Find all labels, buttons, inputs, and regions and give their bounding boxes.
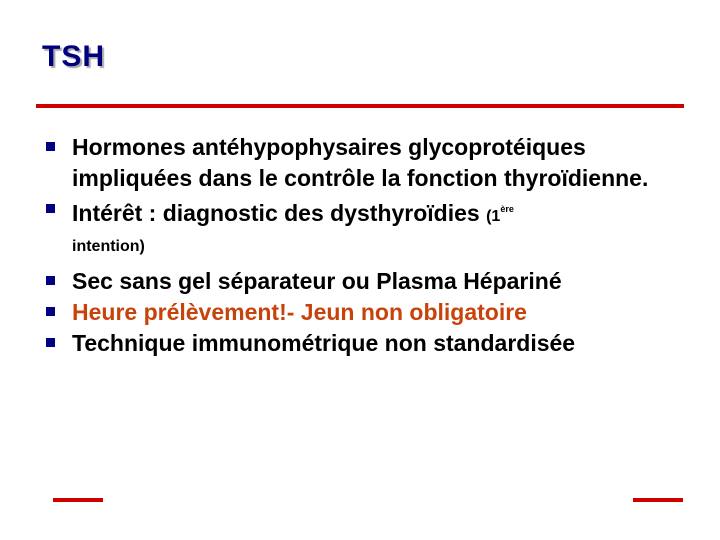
square-bullet-icon bbox=[46, 276, 55, 285]
bullet-item-highlight bbox=[46, 297, 696, 328]
footer-rule-left bbox=[53, 498, 103, 502]
square-bullet-icon bbox=[46, 338, 55, 347]
slide-title: TSH bbox=[42, 40, 105, 73]
square-bullet-icon bbox=[46, 142, 55, 151]
bullet-small-text: (1 bbox=[486, 208, 501, 225]
bullet-superscript: ère bbox=[500, 204, 514, 214]
bullet-item bbox=[46, 132, 696, 194]
bullet-item bbox=[46, 328, 696, 359]
bullet-text: Heure prélèvement!- Jeun non obligatoire bbox=[72, 299, 527, 325]
bullet-text: Intérêt : diagnostic des dysthyroïdies bbox=[72, 200, 487, 226]
title-underline bbox=[36, 104, 684, 108]
square-bullet-icon bbox=[46, 307, 55, 316]
bullet-text: Technique immunométrique non standardisée bbox=[72, 330, 576, 356]
footer-rule-right bbox=[633, 498, 683, 502]
bullet-continuation: intention) bbox=[72, 238, 145, 255]
square-bullet-icon bbox=[46, 204, 55, 213]
bullet-list bbox=[46, 132, 696, 359]
bullet-item bbox=[46, 266, 696, 297]
bullet-item bbox=[46, 194, 696, 258]
bullet-text: Hormones antéhypophysaires glycoprotéiques impliquées dans le contrôle la fonction thyroïdienne. bbox=[72, 134, 649, 191]
bullet-text: Sec sans gel séparateur ou Plasma Hépariné bbox=[72, 268, 562, 294]
